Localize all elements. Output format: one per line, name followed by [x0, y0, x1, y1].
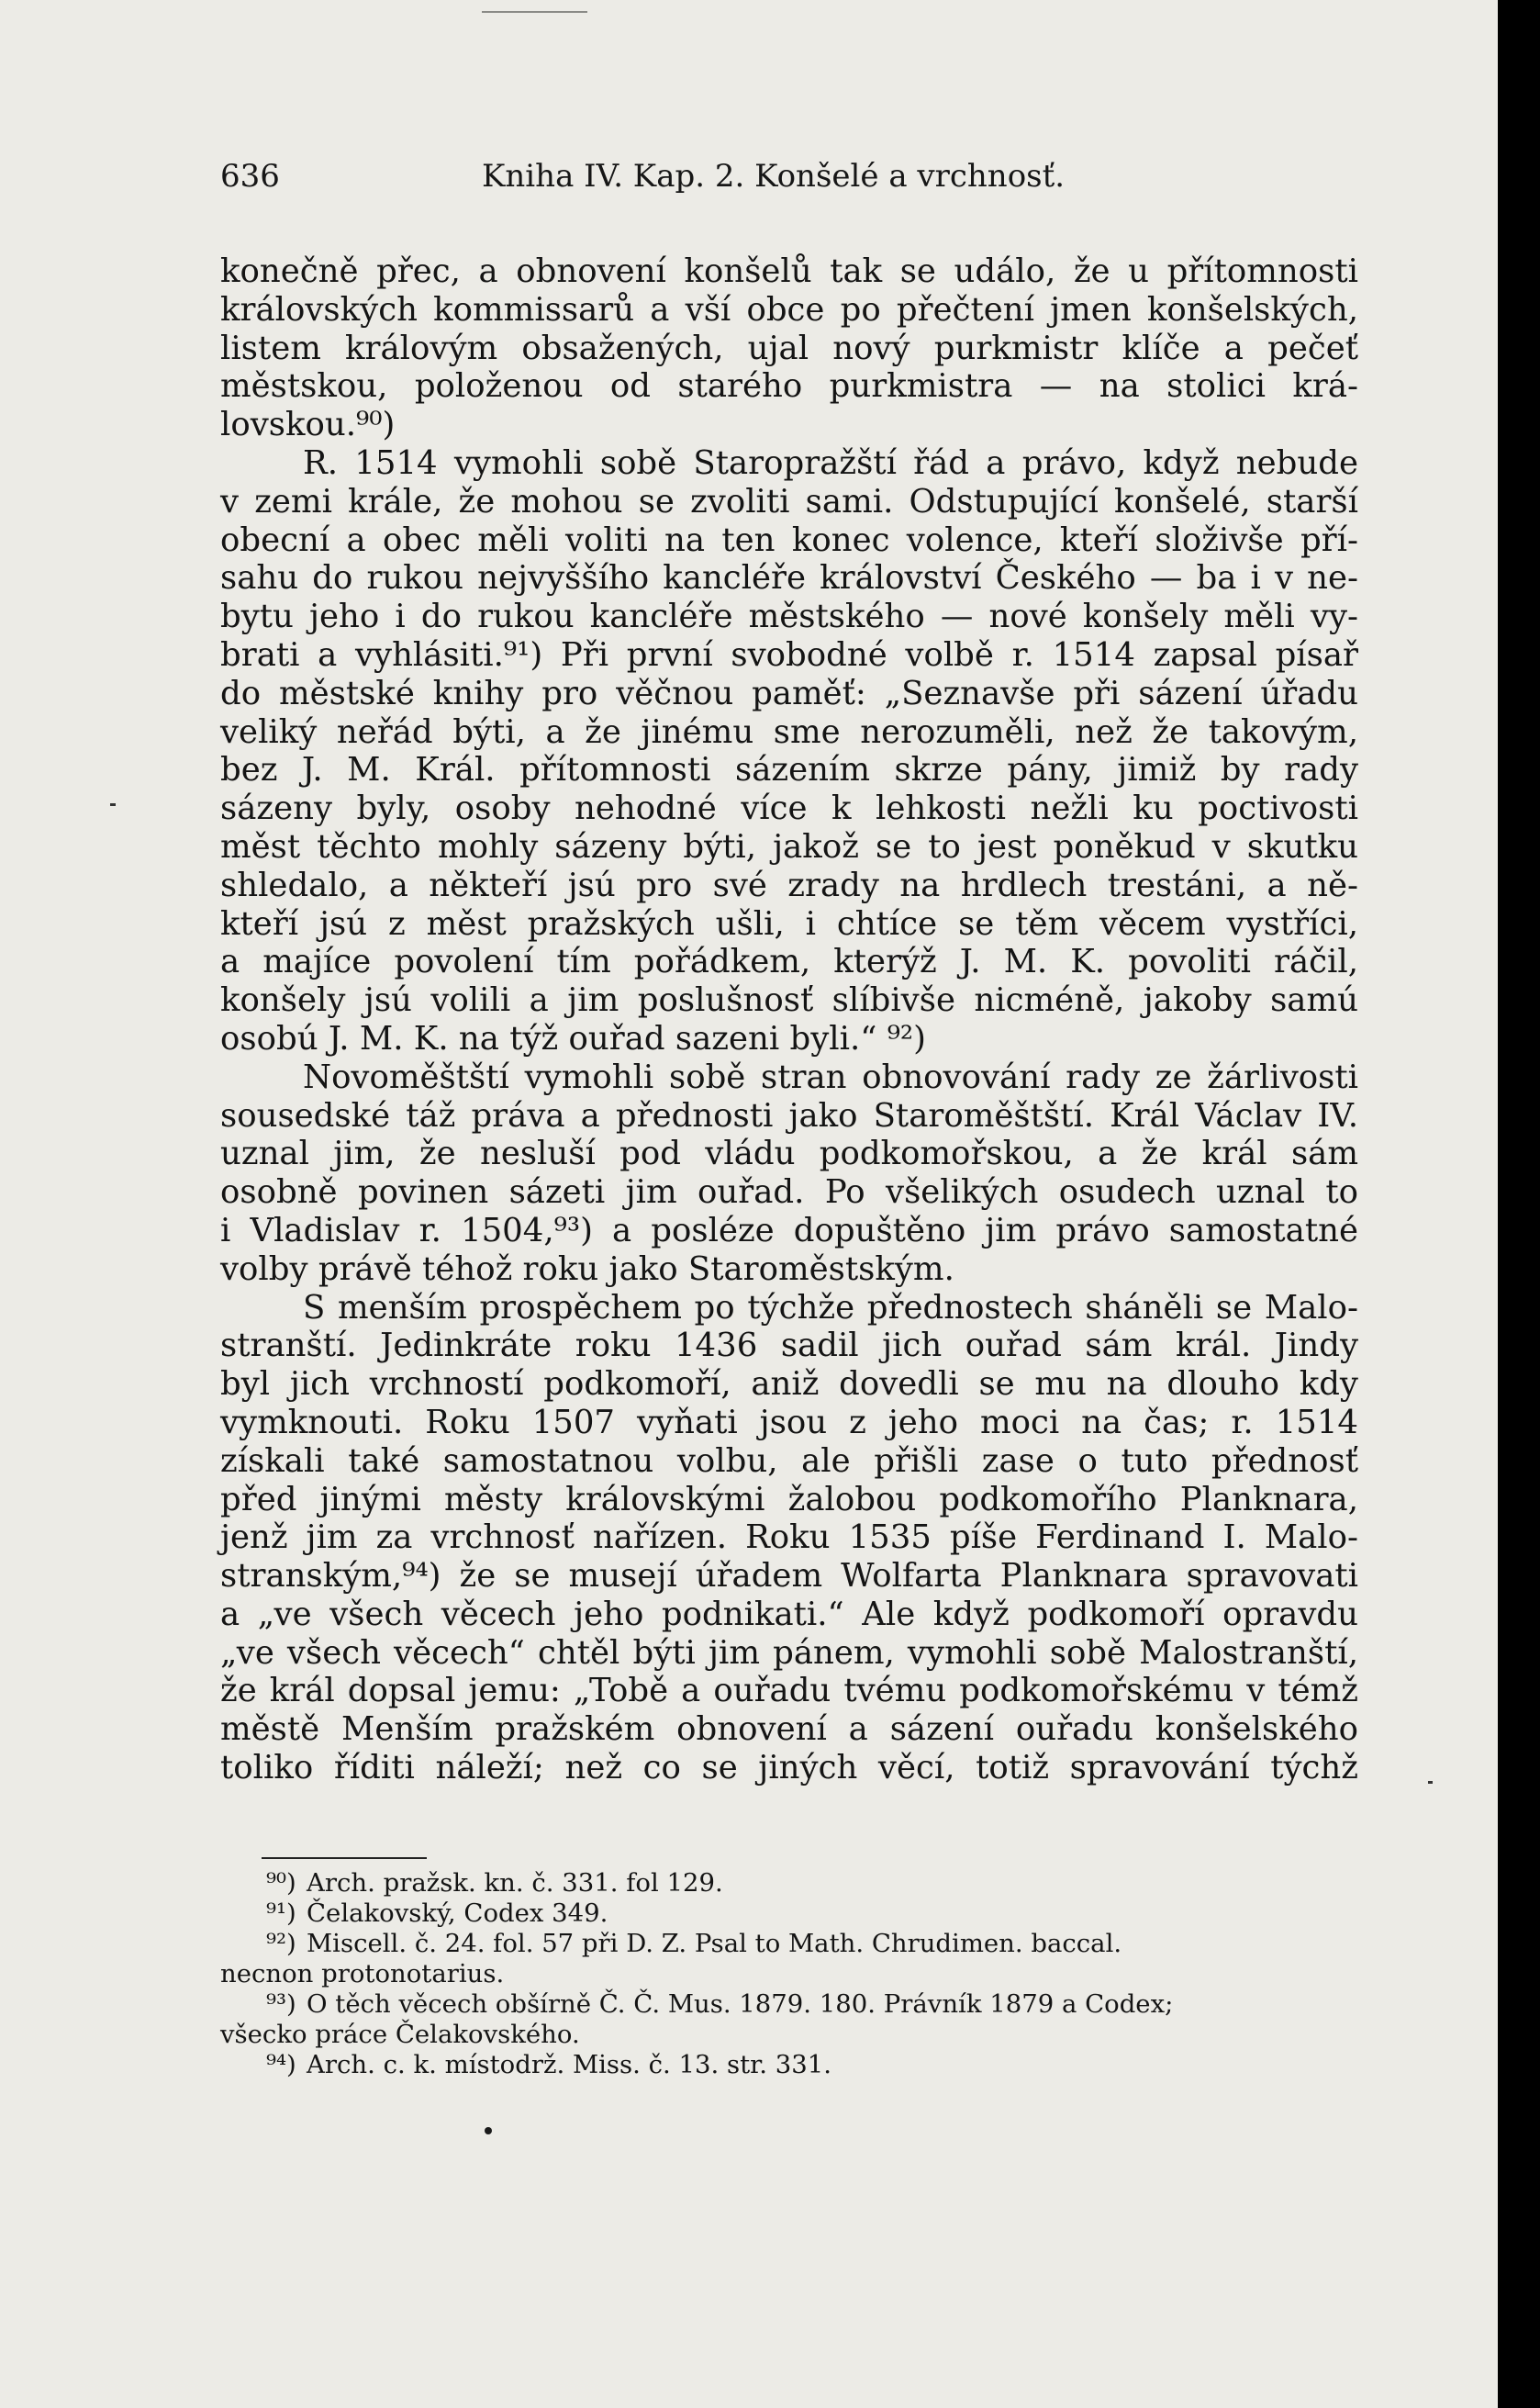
text-line: královských kommissarů a vší obce po přečtení jmen konšelských, — [220, 290, 1358, 329]
text-line: a majíce povolení tím pořádkem, kterýž J. M. K. povoliti ráčil, — [220, 943, 1358, 981]
text-line: veliký neřád býti, a že jinému sme nerozuměli, než že takovým, — [220, 712, 1358, 751]
footnote-92-continuation: necnon protonotarius. — [220, 1959, 505, 1988]
text-line: městskou, položenou od starého purkmistra — na stolici krá- — [220, 367, 1358, 406]
text-line: do městské knihy pro věčnou paměť: „Seznavše při sázení úřadu — [220, 674, 1358, 712]
text-line: volby právě téhož roku jako Staroměstským. — [220, 1249, 954, 1288]
footnote-rule — [262, 1857, 427, 1859]
footnote-text: Čelakovský, Codex 349. — [307, 1898, 608, 1928]
text-line: S menším prospěchem po týchže přednostech sháněli se Malo- — [303, 1288, 1358, 1327]
top-edge-rule — [482, 11, 587, 13]
footnote-text: Miscell. č. 24. fol. 57 při D. Z. Psal to Math. Chrudimen. baccal. — [307, 1929, 1122, 1958]
text-line: před jinými městy královskými žalobou podkomořího Planknara, — [220, 1480, 1358, 1518]
text-line: městě Menším pražském obnovení a sázení ouřadu konšelského — [220, 1710, 1358, 1749]
text-line: shledalo, a někteří jsú pro své zrady na hrdlech trestáni, a ně- — [220, 866, 1358, 904]
text-line: „ve všech věcech“ chtěl býti jim pánem, vymohli sobě Malostranští, — [220, 1633, 1358, 1672]
text-line: lovskou.⁹⁰) — [220, 406, 396, 444]
text-line: toliko říditi náleží; než co se jiných věcí, totiž spravování týchž — [220, 1749, 1358, 1787]
text-line: byl jich vrchností podkomoří, aniž dovedli se mu na dlouho kdy — [220, 1365, 1358, 1404]
footnote-mark: ⁹⁰) — [266, 1868, 296, 1898]
text-line: že král dopsal jemu: „Tobě a ouřadu tvému podkomořskému v témž — [220, 1672, 1358, 1710]
text-line: v zemi krále, že mohou se zvoliti sami. Odstupující konšelé, starší — [220, 482, 1358, 521]
footnote-mark: ⁹³) — [266, 1989, 296, 2019]
footnote-94 — [220, 2050, 1358, 2080]
running-title: Kniha IV. Kap. 2. Konšelé a vrchnosť. — [482, 158, 1066, 195]
text-line: bytu jeho i do rukou kancléře městského — nové konšely měli vy- — [220, 598, 1358, 636]
footnote-text: Arch. c. k. místodrž. Miss. č. 13. str. 331. — [307, 2050, 831, 2079]
text-line: sahu do rukou nejvyššího kancléře království Českého — ba i v ne- — [220, 559, 1358, 598]
text-line: uznal jim, že nesluší pod vládu podkomořskou, a že král sám — [220, 1135, 1358, 1173]
text-line: vymknouti. Roku 1507 vyňati jsou z jeho moci na čas; r. 1514 — [220, 1403, 1358, 1441]
text-line: R. 1514 vymohli sobě Staropražští řád a právo, když nebude — [303, 443, 1358, 482]
text-line: brati a vyhlásiti.⁹¹) Při první svobodné volbě r. 1514 zapsal písař — [220, 635, 1358, 674]
footnote-93 — [220, 1989, 1358, 2020]
footnote-91 — [220, 1898, 1358, 1929]
text-line: i Vladislav r. 1504,⁹³) a posléze dopuštěno jim právo samostatné — [220, 1211, 1358, 1249]
main-text — [220, 252, 1358, 1787]
ink-speck — [1428, 1781, 1433, 1784]
text-line: konšely jsú volili a jim poslušnosť slíbivše nicméně, jakoby samú — [220, 981, 1358, 1020]
text-line: osobně povinen sázeti jim ouřad. Po všelikých osudech uznal to — [220, 1173, 1358, 1212]
text-line: sousedské táž práva a přednosti jako Staroměštští. Král Václav IV. — [220, 1096, 1358, 1135]
ink-speck — [485, 2127, 492, 2134]
text-line: stranským,⁹⁴) že se musejí úřadem Wolfarta Planknara spravovati — [220, 1557, 1358, 1596]
footnote-text: Arch. pražsk. kn. č. 331. fol 129. — [307, 1868, 723, 1898]
footnote-mark: ⁹⁴) — [266, 2050, 296, 2079]
footnote-mark: ⁹¹) — [266, 1898, 296, 1928]
text-line: sázeny byly, osoby nehodné více k lehkosti nežli ku poctivosti — [220, 790, 1358, 828]
footnote-93-continuation: všecko práce Čelakovského. — [220, 2020, 580, 2049]
text-line: listem královým obsažených, ujal nový purkmistr klíče a pečeť — [220, 329, 1358, 367]
text-line: jenž jim za vrchnosť nařízen. Roku 1535 píše Ferdinand I. Malo- — [220, 1518, 1358, 1557]
footnote-92 — [220, 1929, 1358, 1959]
text-line: Novoměštští vymohli sobě stran obnovování rady ze žárlivosti — [303, 1058, 1358, 1096]
text-line: a „ve všech věcech jeho podnikati.“ Ale když podkomoří opravdu — [220, 1595, 1358, 1633]
text-line: bez J. M. Král. přítomnosti sázením skrze pány, jimiž by rady — [220, 751, 1358, 790]
ink-speck — [110, 803, 116, 806]
footnote-text: O těch věcech obšírně Č. Č. Mus. 1879. 180. Právník 1879 a Codex; — [307, 1989, 1174, 2019]
footnote-mark: ⁹²) — [266, 1929, 296, 1958]
text-line: kteří jsú z měst pražských ušli, i chtíce se těm věcem vystříci, — [220, 904, 1358, 943]
text-line: stranští. Jedinkráte roku 1436 sadil jich ouřad sám král. Jindy — [220, 1327, 1358, 1365]
text-line: měst těchto mohly sázeny býti, jakož se to jest poněkud v skutku — [220, 827, 1358, 866]
text-line: osobú J. M. K. na týž ouřad sazeni byli.“ ⁹²) — [220, 1019, 927, 1058]
footnote-90 — [220, 1868, 1358, 1898]
text-line: získali také samostatnou volbu, ale přišli zase o tuto přednosť — [220, 1441, 1358, 1480]
footnotes — [220, 1868, 1358, 2080]
text-line: obecní a obec měli voliti na ten konec volence, kteří složivše pří- — [220, 521, 1358, 559]
page-number: 636 — [220, 158, 280, 195]
text-line: konečně přec, a obnovení konšelů tak se událo, že u přítomnosti — [220, 252, 1358, 290]
